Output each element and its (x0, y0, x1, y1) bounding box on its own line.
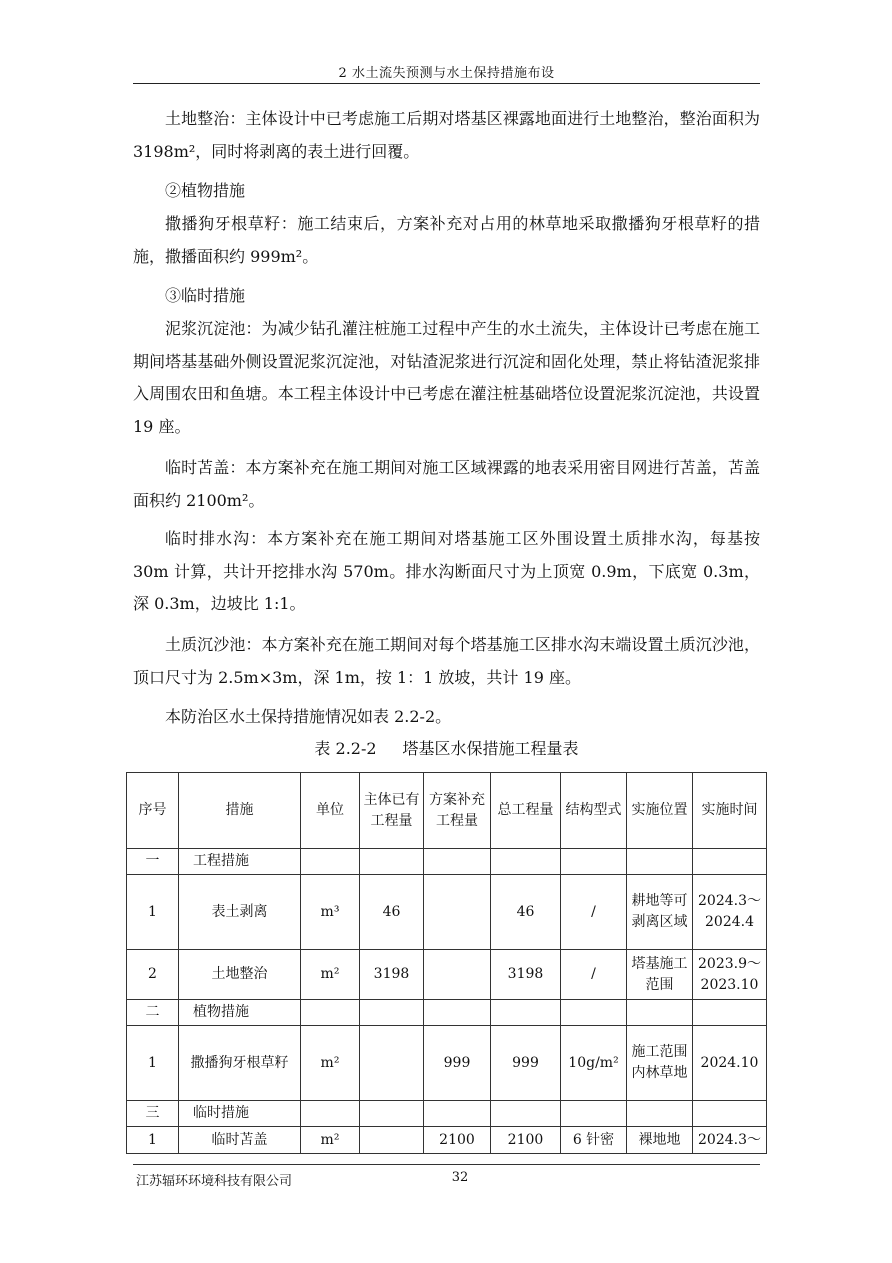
table-row (127, 950, 767, 1000)
table-cell (301, 1101, 360, 1127)
footer-company: 江苏辐环环境科技有限公司 (136, 1174, 293, 1189)
table-cell: 2024.10 (693, 1026, 767, 1101)
header-cell: 实施位置 (627, 773, 693, 849)
table-cell: m² (301, 950, 360, 1000)
header-cell: 序号 (127, 773, 179, 849)
table-cell: 植物措施 (179, 1000, 301, 1026)
table-cell: 2023.9～2023.10 (693, 950, 767, 1000)
paragraph-drainage-ditch: 临时排水沟：本方案补充在施工期间对塔基施工区外围设置土质排水沟，每基按 30m 计算，共计开挖排水沟 570m。排水沟断面尺寸为上顶宽 0.9m，下底宽 0.3m，深 0.3m，边坡比 1:1。 (133, 529, 760, 613)
section-temporary-measures: ③临时措施 (165, 286, 246, 305)
header-cell: 实施时间 (693, 773, 767, 849)
table-caption (133, 735, 760, 763)
table-cell: 施工范围内林草地 (627, 1026, 693, 1101)
table-cell: 2024.3～2024.4 (693, 875, 767, 950)
table-cell: 46 (491, 875, 561, 950)
table-cell (693, 1000, 767, 1026)
table-cell (693, 1101, 767, 1127)
table-cell (424, 875, 491, 950)
table-cell (424, 1101, 491, 1127)
paragraph-table-reference: 本防治区水土保持措施情况如表 2.2-2。 (165, 707, 452, 726)
table-cell (360, 1026, 424, 1101)
paragraph-sediment-basin: 土质沉沙池：本方案补充在施工期间对每个塔基施工区排水沟末端设置土质沉沙池，顶口尺寸为 2.5m×3m，深 1m，按 1：1 放坡，共计 19 座。 (133, 635, 760, 687)
table-cell: 6 针密 (561, 1127, 627, 1154)
table-cell (561, 849, 627, 875)
paragraph-mud-settling-tank: 泥浆沉淀池：为减少钻孔灌注桩施工过程中产生的水土流失，主体设计已考虑在施工期间塔基基础外侧设置泥浆沉淀池，对钻渣泥浆进行沉淀和固化处理，禁止将钻渣泥浆排入周围农田和鱼塘。本工程主体设计中已考虑在灌注桩基础塔位设置泥浆沉淀池，共设置 19 座。 (133, 319, 760, 436)
section-plant-measures: ②植物措施 (165, 181, 246, 200)
table-cell: m³ (301, 875, 360, 950)
table-cell: 2100 (424, 1127, 491, 1154)
table-header-row (127, 773, 767, 849)
header-cell: 单位 (301, 773, 360, 849)
table-cell: / (561, 875, 627, 950)
table-number: 表 2.2-2 (314, 739, 377, 758)
table-row (127, 875, 767, 950)
table-cell (360, 1101, 424, 1127)
table-cell: 一 (127, 849, 179, 875)
footer-rule (133, 1164, 760, 1165)
table-cell: m² (301, 1026, 360, 1101)
table-cell: 表土剥离 (179, 875, 301, 950)
table-cell: m² (301, 1127, 360, 1154)
table-row (127, 1026, 767, 1101)
table-cell: 1 (127, 1127, 179, 1154)
table-cell (491, 1000, 561, 1026)
table-row (127, 849, 767, 875)
table-row (127, 1127, 767, 1154)
table-cell (360, 849, 424, 875)
table-cell: 耕地等可剥离区域 (627, 875, 693, 950)
measures-table (126, 772, 767, 1154)
table-row (127, 1000, 767, 1026)
table-cell: 裸地地 (627, 1127, 693, 1154)
table-cell (627, 849, 693, 875)
table-cell (360, 1127, 424, 1154)
table-cell (424, 849, 491, 875)
table-cell: 三 (127, 1101, 179, 1127)
table-cell: / (561, 950, 627, 1000)
header-rule (133, 83, 760, 84)
table-cell (301, 849, 360, 875)
table-cell: 2100 (491, 1127, 561, 1154)
table-cell: 3198 (360, 950, 424, 1000)
table-cell (491, 849, 561, 875)
table-cell: 999 (491, 1026, 561, 1101)
table-cell (360, 1000, 424, 1026)
table-cell: 2024.3～ (693, 1127, 767, 1154)
table-cell: 46 (360, 875, 424, 950)
table-cell: 工程措施 (179, 849, 301, 875)
table-cell (424, 950, 491, 1000)
header-cell: 主体已有工程量 (360, 773, 424, 849)
table-cell: 999 (424, 1026, 491, 1101)
table-cell: 1 (127, 875, 179, 950)
table-cell (693, 849, 767, 875)
table-cell: 土地整治 (179, 950, 301, 1000)
table-cell (301, 1000, 360, 1026)
page-number: 32 (451, 1170, 469, 1185)
table-cell: 10g/m² (561, 1026, 627, 1101)
table-cell: 3198 (491, 950, 561, 1000)
table-cell (424, 1000, 491, 1026)
table-cell (491, 1101, 561, 1127)
paragraph-land-leveling: 土地整治：主体设计中已考虑施工后期对塔基区裸露地面进行土地整治，整治面积为 3198m²，同时将剥离的表土进行回覆。 (133, 109, 760, 161)
paragraph-grass-seeding: 撒播狗牙根草籽：施工结束后，方案补充对占用的林草地采取撒播狗牙根草籽的措施，撒播面积约 999m²。 (133, 214, 760, 266)
header-cell: 结构型式 (561, 773, 627, 849)
table-cell (561, 1101, 627, 1127)
table-cell: 撒播狗牙根草籽 (179, 1026, 301, 1101)
table-cell: 2 (127, 950, 179, 1000)
header-cell: 总工程量 (491, 773, 561, 849)
table-row (127, 1101, 767, 1127)
table-cell (627, 1101, 693, 1127)
table-cell (561, 1000, 627, 1026)
header-cell: 措施 (179, 773, 301, 849)
table-cell (627, 1000, 693, 1026)
table-title: 塔基区水保措施工程量表 (402, 739, 579, 758)
running-header: 2 水土流失预测与水土保持措施布设 (338, 66, 555, 81)
table-cell: 二 (127, 1000, 179, 1026)
table-cell: 临时措施 (179, 1101, 301, 1127)
header-cell: 方案补充工程量 (424, 773, 491, 849)
table-cell: 临时苫盖 (179, 1127, 301, 1154)
paragraph-temporary-cover: 临时苫盖：本方案补充在施工期间对施工区域裸露的地表采用密目网进行苫盖，苫盖面积约 2100m²。 (133, 458, 760, 510)
table-cell: 1 (127, 1026, 179, 1101)
table-cell: 塔基施工范围 (627, 950, 693, 1000)
